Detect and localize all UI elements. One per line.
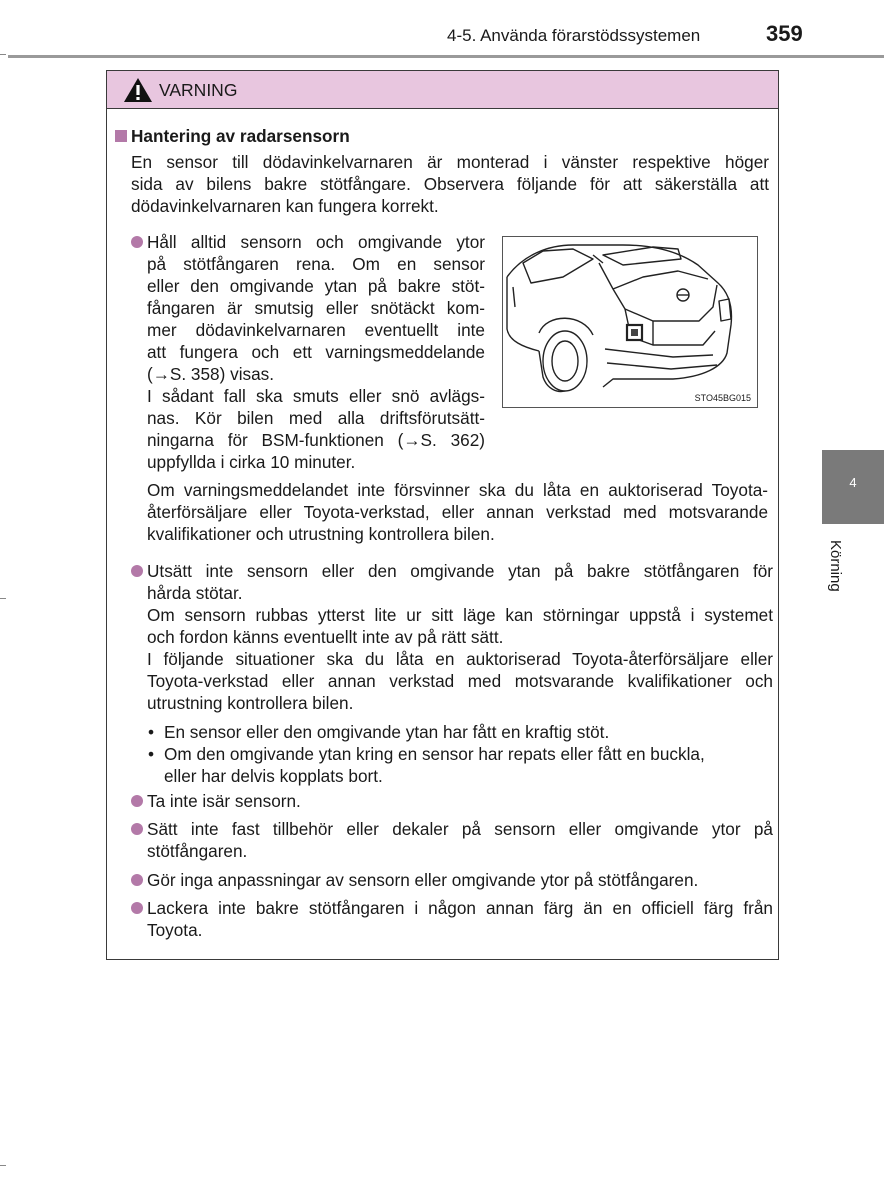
bullet2-line: Om sensorn rubbas ytterst lite ur sitt läge kan störningar uppstå i systemet	[147, 605, 773, 625]
page-number: 359	[766, 21, 803, 46]
intro-line: dödavinkelvarnaren kan fungera korrekt.	[131, 196, 439, 216]
bullet1-line: nas. Kör bilen med alla driftsförutsätt-	[147, 408, 485, 428]
bullet1-line: eller den omgivande ytan på bakre stöt-	[147, 276, 485, 296]
bullet1-line: I sådant fall ska smuts eller snö avlägs-	[147, 386, 485, 406]
warning-box	[106, 70, 779, 960]
header-rule	[8, 55, 884, 58]
bullet6-line: Toyota.	[147, 920, 203, 940]
crop-mark	[0, 598, 6, 599]
chapter-label-text: Körning	[827, 540, 844, 592]
bullet4-line: Sätt inte fast tillbehör eller dekaler på sensorn eller omgivande ytor på	[147, 819, 773, 839]
bullet-dot	[131, 795, 143, 807]
bullet1-cont-line: återförsäljare eller Toyota-verkstad, eller annan verkstad med motsvarande	[147, 502, 768, 522]
bullet2-line: och fordon känns eventuellt inte av på rätt sätt.	[147, 627, 504, 647]
sub-item-line: En sensor eller den omgivande ytan har fått en kraftig stöt.	[164, 722, 610, 742]
bullet5-line: Gör inga anpassningar av sensorn eller omgivande ytor på stötfångaren.	[147, 870, 699, 890]
bullet1-line: ningarna för BSM-funktionen (→S. 362)	[147, 430, 485, 450]
figure-code: STO45BG015	[694, 393, 751, 403]
car-rear-illustration	[503, 237, 757, 407]
bullet2-line: I följande situationer ska du låta en auktoriserad Toyota-återförsäljare eller	[147, 649, 773, 669]
bullet2-line: hårda stötar.	[147, 583, 243, 603]
warning-triangle-icon	[123, 77, 153, 103]
bullet1-line: (→S. 358) visas.	[147, 364, 275, 384]
intro-line: sida av bilens bakre stötfångare. Observera följande för att säkerställa att	[131, 174, 769, 194]
bullet-dot	[131, 565, 143, 577]
car-rear-figure	[502, 236, 758, 408]
heading-marker	[115, 130, 127, 142]
bullet1-cont-line: Om varningsmeddelandet inte försvinner ska du låta en auktoriserad Toyota-	[147, 480, 768, 500]
sub-bullet: •	[148, 744, 155, 764]
sub-item-line: Om den omgivande ytan kring en sensor har repats eller fått en buckla,	[164, 744, 705, 764]
bullet2-line: utrustning kontrollera bilen.	[147, 693, 354, 713]
crop-mark	[0, 1165, 6, 1166]
warning-header	[107, 71, 778, 109]
sub-bullet: •	[148, 722, 155, 742]
section-title: 4-5. Använda förarstödssystemen	[447, 26, 701, 45]
bullet-dot	[131, 823, 143, 835]
bullet-dot	[131, 236, 143, 248]
bullet3-line: Ta inte isär sensorn.	[147, 791, 301, 811]
crop-mark	[0, 54, 6, 55]
bullet1-line: Håll alltid sensorn och omgivande ytor	[147, 232, 485, 252]
bullet2-line: Utsätt inte sensorn eller den omgivande ytan på bakre stötfångaren för	[147, 561, 773, 581]
bullet1-cont-line: kvalifikationer och utrustning kontrollera bilen.	[147, 524, 495, 544]
intro-line: En sensor till dödavinkelvarnaren är monterad i vänster respektive höger	[131, 152, 769, 172]
bullet1-line: fångaren är smutsig eller snötäckt kom-	[147, 298, 485, 318]
chapter-label	[826, 540, 846, 620]
bullet6-line: Lackera inte bakre stötfångaren i någon annan färg än en officiell färg från	[147, 898, 773, 918]
bullet1-line: på stötfångaren rena. Om en sensor	[147, 254, 485, 274]
bullet1-line: uppfyllda i cirka 10 minuter.	[147, 452, 356, 472]
sub-item-line: eller har delvis kopplats bort.	[164, 766, 383, 786]
bullet2-line: Toyota-verkstad eller annan verkstad med motsvarande kvalifikationer och	[147, 671, 773, 691]
chapter-number: 4	[849, 475, 857, 490]
bullet4-line: stötfångaren.	[147, 841, 248, 861]
bullet1-line: att fungera och ett varningsmeddelande	[147, 342, 485, 362]
chapter-tab	[822, 450, 884, 524]
bullet-dot	[131, 874, 143, 886]
bullet1-line: mer dödavinkelvarnaren eventuellt inte	[147, 320, 485, 340]
bullet-dot	[131, 902, 143, 914]
warning-title: VARNING	[159, 80, 238, 100]
section-heading: Hantering av radarsensorn	[131, 126, 350, 146]
